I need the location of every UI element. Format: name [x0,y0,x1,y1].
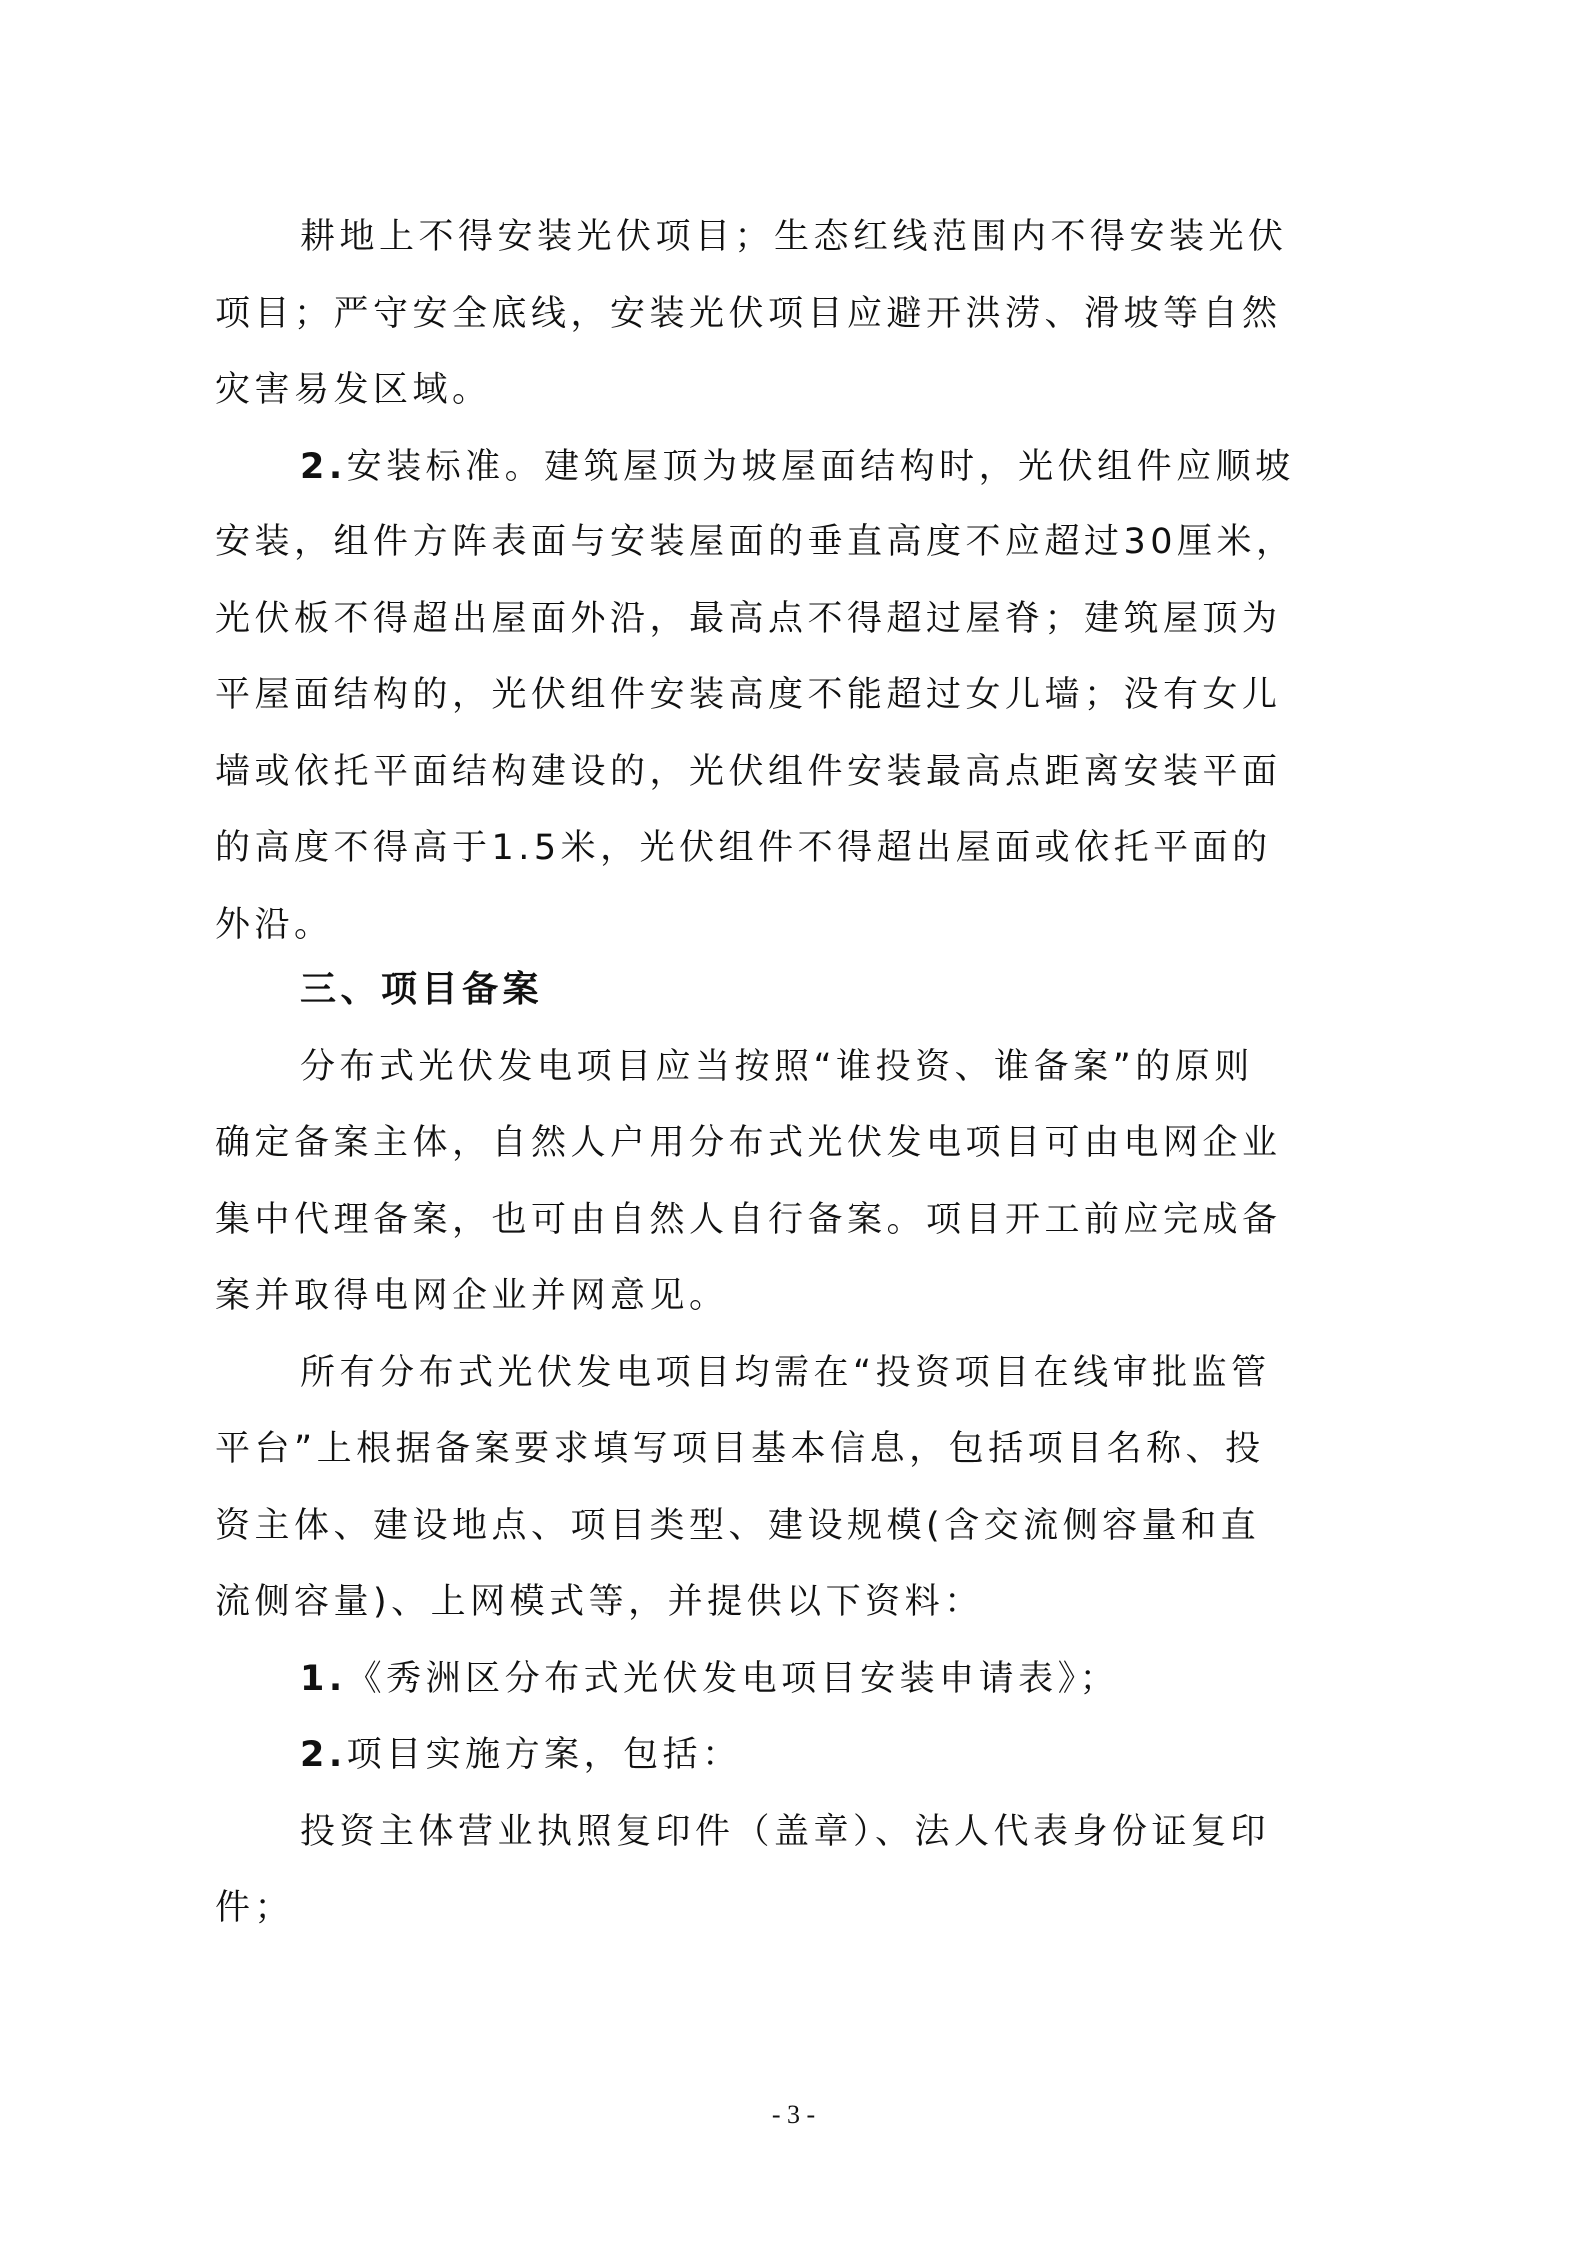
item-text: 《秀洲区分布式光伏发电项目安装申请表》； [346,1659,1120,1699]
page-number: - 3 - [771,2100,816,2129]
paragraph-line: 分布式光伏发电项目应当按照“谁投资、谁备案”的原则 [300,1047,1254,1087]
paragraph-line: 灾害易发区域。 [215,370,492,410]
paragraph-line: 耕地上不得安装光伏项目；生态红线范围内不得安装光伏 [300,217,1288,257]
paragraph-line: 案并取得电网企业并网意见。 [215,1276,729,1316]
section-heading: 三、项目备案 [300,969,544,1010]
section-item-install-standard [300,445,1460,489]
paragraph-line: 投资主体营业执照复印件（盖章）、法人代表身份证复印 [300,1812,1271,1852]
list-item-application-form [300,1657,1460,1701]
item-number: 2. [300,1735,347,1775]
list-item-implementation-plan [300,1733,1460,1777]
item-text: 建筑屋顶为坡屋面结构时，光伏组件应顺坡 [544,447,1295,487]
item-text: 项目实施方案，包括： [346,1735,742,1775]
item-label: 安装标准。 [346,447,545,487]
paragraph-line: 平屋面结构的，光伏组件安装高度不能超过女儿墙；没有女儿 [215,675,1282,715]
paragraph-line: 集中代理备案，也可由自然人自行备案。项目开工前应完成备 [215,1200,1282,1240]
paragraph-line: 件； [215,1888,295,1928]
paragraph-line: 墙或依托平面结构建设的，光伏组件安装最高点距离安装平面 [215,752,1282,792]
paragraph-line: 的高度不得高于1.5米，光伏组件不得超出屋面或依托平面的 [215,828,1272,868]
paragraph-line: 所有分布式光伏发电项目均需在“投资项目在线审批监管 [300,1353,1271,1393]
paragraph-line: 资主体、建设地点、项目类型、建设规模(含交流侧容量和直 [215,1506,1261,1546]
item-number: 2. [300,447,347,487]
paragraph-line: 外沿。 [215,905,334,945]
paragraph-line: 光伏板不得超出屋面外沿，最高点不得超过屋脊；建筑屋顶为 [215,599,1282,639]
paragraph-line: 流侧容量)、上网模式等，并提供以下资料： [215,1582,984,1622]
paragraph-line: 平台”上根据备案要求填写项目基本信息，包括项目名称、投 [215,1429,1265,1469]
paragraph-line: 安装，组件方阵表面与安装屋面的垂直高度不应超过30厘米， [215,522,1296,562]
paragraph-line: 项目；严守安全底线，安装光伏项目应避开洪涝、滑坡等自然 [215,294,1282,334]
item-number: 1. [300,1659,347,1699]
paragraph-line: 确定备案主体，自然人户用分布式光伏发电项目可由电网企业 [215,1123,1282,1163]
